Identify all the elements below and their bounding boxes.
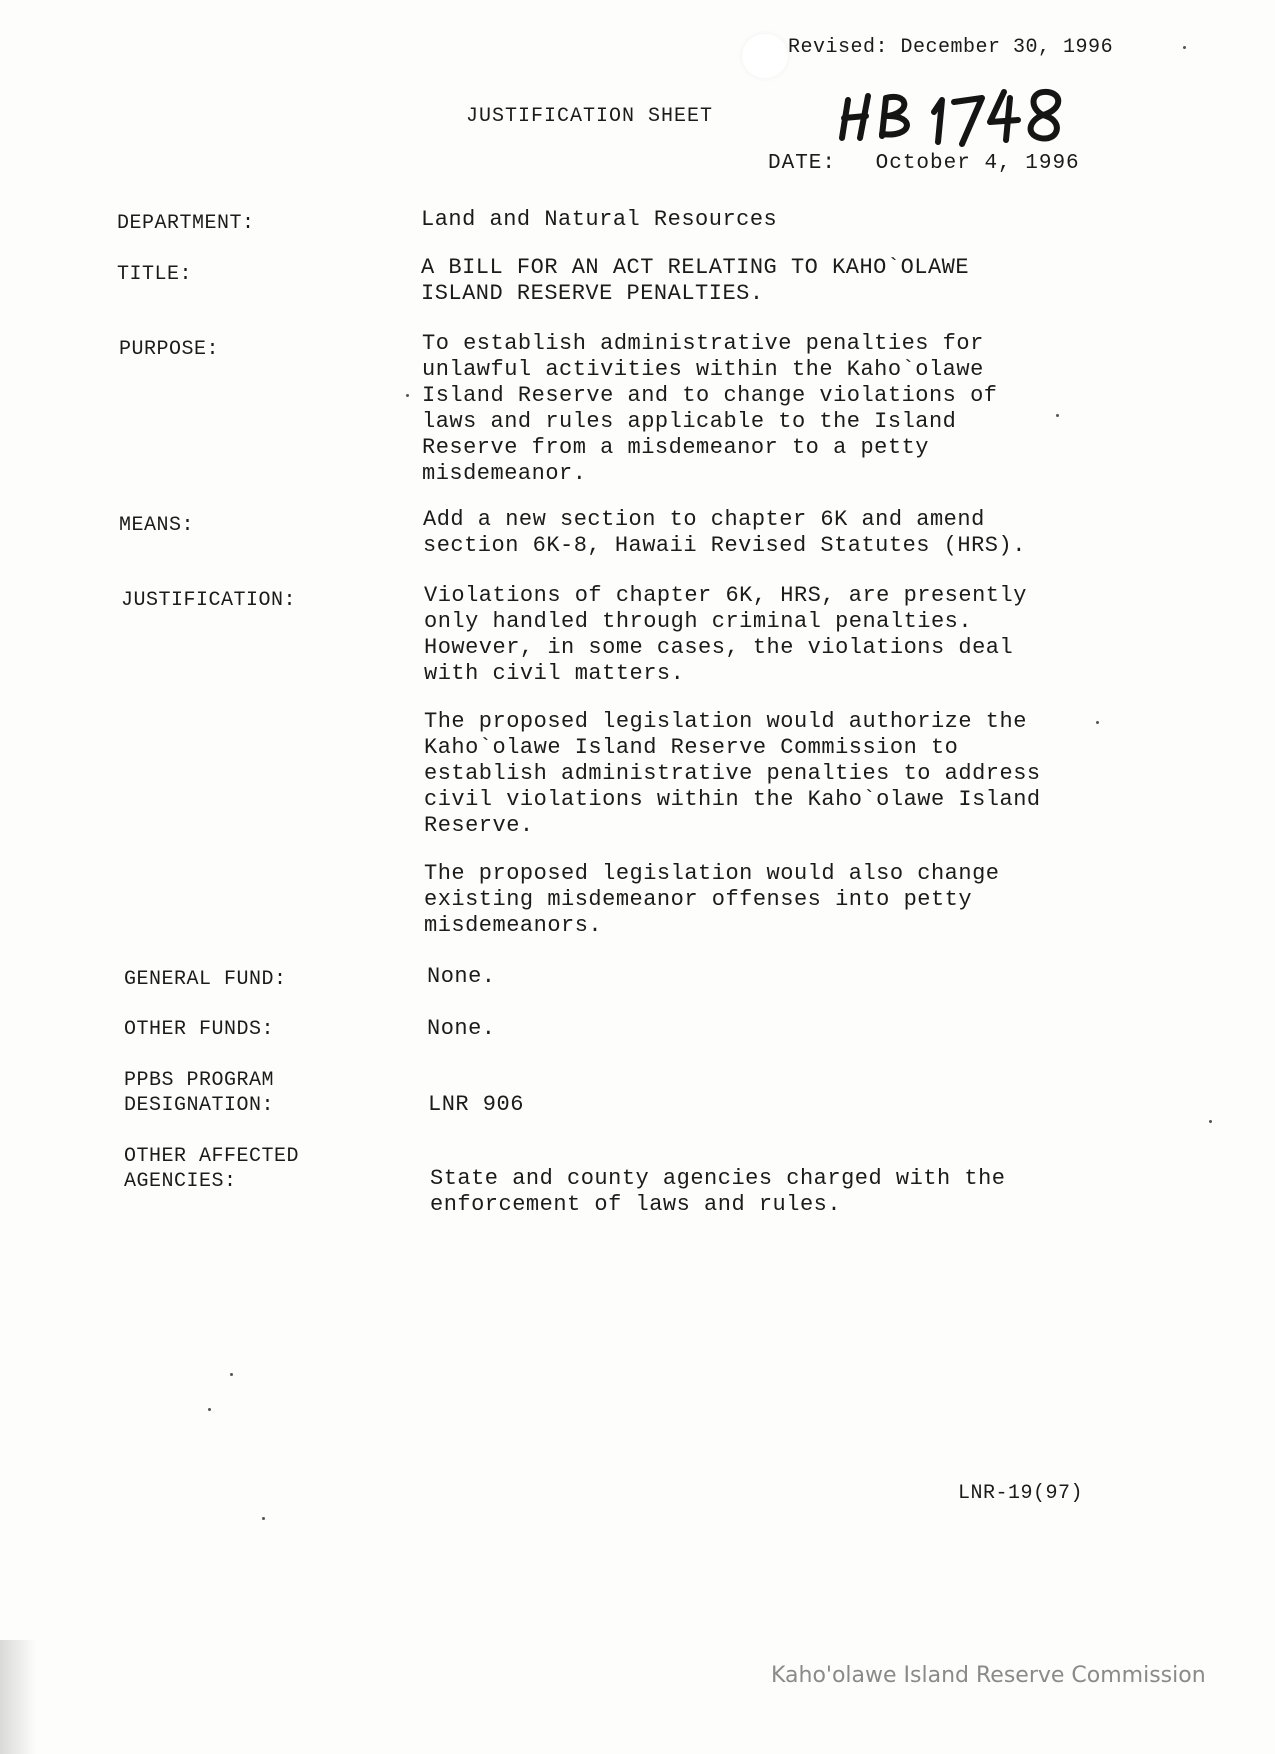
scan-speck [1056,414,1059,417]
revised-label: Revised: [788,36,889,59]
scan-speck [262,1517,265,1520]
handwritten-bill-number [838,72,1078,152]
justification-paragraph: Violations of chapter 6K, HRS, are presently only handled through criminal penalties. However, in some cases, the violations deal with civil matters. [424,583,1027,686]
justification-paragraph: The proposed legislation would authorize the Kaho`olawe Island Reserve Commission to establish administrative penalties to address civil violations within the Kaho`olawe Island Reserve. [424,709,1041,838]
means-text: Add a new section to chapter 6K and amend section 6K-8, Hawaii Revised Statutes (HRS). [423,507,1026,558]
scan-speck [1183,46,1186,49]
other-funds-label: OTHER FUNDS: [124,1018,275,1041]
other-agencies-value [430,1166,1006,1240]
sheet-title: JUSTIFICATION SHEET [466,105,714,128]
title-text: A BILL FOR AN ACT RELATING TO KAHO`OLAWE ISLAND RESERVE PENALTIES. [421,255,970,306]
other-agencies-label: OTHER AFFECTED AGENCIES: [124,1145,300,1193]
justification-label: JUSTIFICATION: [121,589,297,612]
scan-speck [1209,1120,1212,1123]
hole-punch-mark [742,34,788,78]
general-fund-value: None. [427,964,496,989]
form-number: LNR-19(97) [958,1482,1084,1505]
scan-speck [208,1408,211,1411]
general-fund-label: GENERAL FUND: [124,968,287,991]
ppbs-designation-value: LNR 906 [428,1092,524,1117]
department-value: Land and Natural Resources [421,207,778,232]
revised-date [788,36,1113,59]
revised-date-value: December 30, 1996 [900,36,1114,59]
means-label: MEANS: [119,514,195,537]
ppbs-designation-label: PPBS PROGRAM DESIGNATION: [124,1069,275,1117]
title-label: TITLE: [117,263,193,286]
scan-shadow [0,1640,36,1754]
scan-speck [1096,721,1099,724]
purpose-text: To establish administrative penalties for unlawful activities within the Kaho`olawe Island Reserve and to change violations of laws and rules applicable to the Island Reserve from a misdemeanor to a petty misdemeanor. [422,331,998,486]
purpose-value [422,331,998,509]
scan-speck [406,394,409,397]
date-label: DATE: [768,152,837,175]
department-label: DEPARTMENT: [117,212,255,235]
date-row [768,152,1080,175]
justification-value [424,583,1041,961]
date-value: October 4, 1996 [875,152,1080,175]
means-value [423,507,1026,581]
other-funds-value: None. [427,1016,496,1041]
justification-paragraph: The proposed legislation would also change existing misdemeanor offenses into petty misdemeanors. [424,861,1000,938]
archive-watermark: Kaho'olawe Island Reserve Commission [771,1663,1206,1688]
other-agencies-text: State and county agencies charged with the enforcement of laws and rules. [430,1166,1006,1217]
title-value [421,255,969,329]
purpose-label: PURPOSE: [119,338,220,361]
scan-speck [230,1373,233,1376]
